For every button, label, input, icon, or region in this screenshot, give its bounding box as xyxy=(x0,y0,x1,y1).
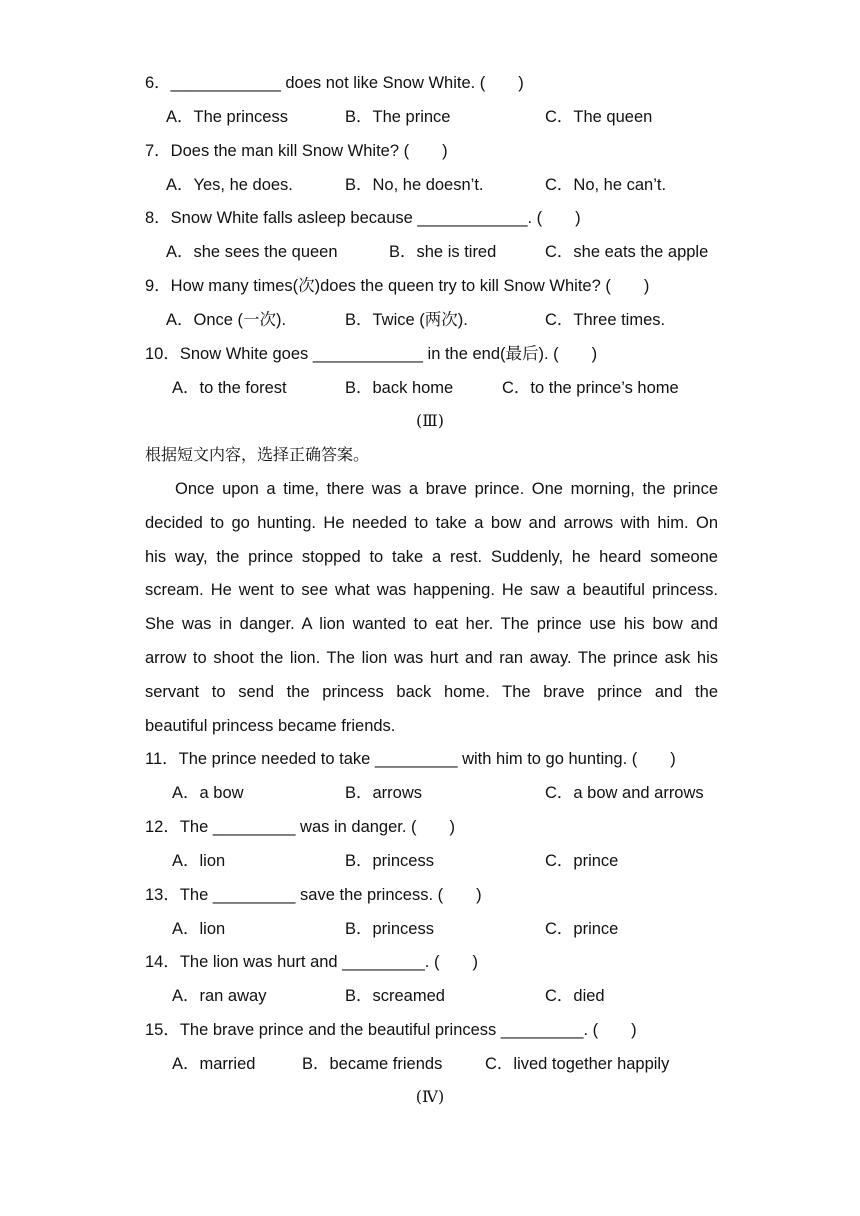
option-a: A．lion xyxy=(172,852,226,870)
option-b: B．became friends xyxy=(302,1055,443,1073)
option-b: B．screamed xyxy=(345,987,445,1005)
section-3-instruction: 根据短文内容，选择正确答案。 xyxy=(145,445,370,464)
option-b: B．arrows xyxy=(345,784,423,802)
question-12: 12．The _________ was in danger. ( ) xyxy=(145,818,456,836)
option-b: B．back home xyxy=(345,379,454,397)
option-a: A．Once (一次). xyxy=(166,311,287,329)
question-15: 15．The brave prince and the beautiful princess _________. ( ) xyxy=(145,1021,637,1039)
question-7: 7．Does the man kill Snow White? ( ) xyxy=(145,142,448,160)
option-c: C．No, he can’t. xyxy=(545,176,667,194)
passage-line: She was in danger. A lion wanted to eat her. The prince use his bow and xyxy=(145,615,718,633)
passage-line: Once upon a time, there was a brave prince. One morning, the prince xyxy=(175,480,718,498)
option-c: C．died xyxy=(545,987,605,1005)
option-c: C．Three times. xyxy=(545,311,666,329)
option-a: A．married xyxy=(172,1055,256,1073)
option-c: C．The queen xyxy=(545,108,653,126)
option-b: B．she is tired xyxy=(389,243,497,261)
question-10: 10．Snow White goes ____________ in the end(最后). ( ) xyxy=(145,345,598,363)
option-a: A．lion xyxy=(172,920,226,938)
question-6: 6．____________ does not like Snow White. ( ) xyxy=(145,74,524,92)
passage-line: decided to go hunting. He needed to take a bow and arrows with him. On xyxy=(145,514,718,532)
passage-line: scream. He went to see what was happening. He saw a beautiful princess. xyxy=(145,581,718,599)
question-13: 13．The _________ save the princess. ( ) xyxy=(145,886,482,904)
option-a: A．The princess xyxy=(166,108,288,126)
section-3-heading: (Ⅲ) xyxy=(416,411,444,430)
passage-line: servant to send the princess back home. The brave prince and the xyxy=(145,683,718,701)
option-c: C．she eats the apple xyxy=(545,243,709,261)
option-c: C．a bow and arrows xyxy=(545,784,704,802)
option-b: B．The prince xyxy=(345,108,451,126)
option-a: A．she sees the queen xyxy=(166,243,338,261)
option-a: A．a bow xyxy=(172,784,244,802)
passage-line: his way, the prince stopped to take a rest. Suddenly, he heard someone xyxy=(145,548,718,566)
question-9: 9．How many times(次)does the queen try to kill Snow White? ( ) xyxy=(145,277,650,295)
option-a: A．ran away xyxy=(172,987,267,1005)
passage-line: beautiful princess became friends. xyxy=(145,717,396,735)
option-a: A．Yes, he does. xyxy=(166,176,293,194)
question-14: 14．The lion was hurt and _________. ( ) xyxy=(145,953,478,971)
question-11: 11．The prince needed to take _________ with him to go hunting. ( ) xyxy=(145,750,676,768)
option-b: B．princess xyxy=(345,920,434,938)
option-a: A．to the forest xyxy=(172,379,287,397)
question-8: 8．Snow White falls asleep because ____________. ( ) xyxy=(145,209,581,227)
section-4-heading: (Ⅳ) xyxy=(415,1087,445,1106)
option-c: C．lived together happily xyxy=(485,1055,670,1073)
option-b: B．Twice (两次). xyxy=(345,311,468,329)
option-b: B．princess xyxy=(345,852,434,870)
option-c: C．prince xyxy=(545,852,619,870)
option-c: C．prince xyxy=(545,920,619,938)
option-b: B．No, he doesn’t. xyxy=(345,176,484,194)
option-c: C．to the prince’s home xyxy=(502,379,679,397)
passage-line: arrow to shoot the lion. The lion was hurt and ran away. The prince ask his xyxy=(145,649,718,667)
